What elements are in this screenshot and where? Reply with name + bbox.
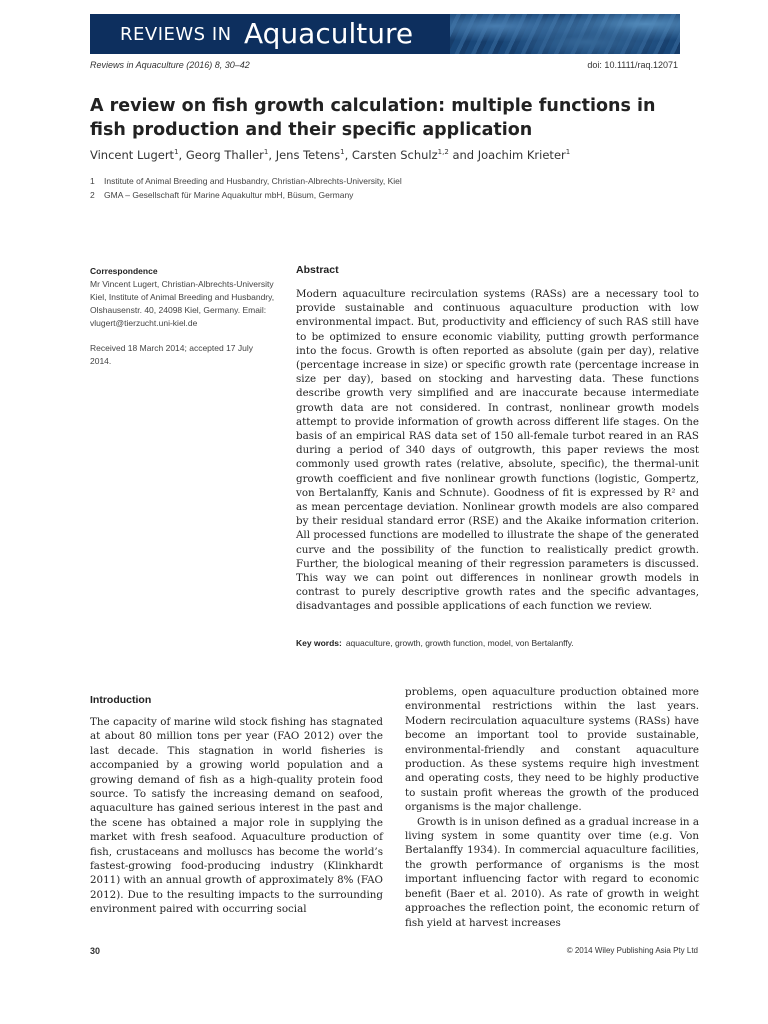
affiliation-number: 1 — [90, 176, 95, 186]
author-separator: , — [344, 148, 352, 162]
article-title: A review on fish growth calculation: multiple functions in fish production and their specific application — [90, 96, 656, 140]
keywords — [296, 638, 706, 648]
author-list — [90, 148, 690, 162]
journal-name: Aquaculture — [244, 17, 414, 50]
introduction-paragraph: problems, open aquaculture production obtained more environmental restrictions within the last years. Modern recirculation aquaculture systems (RASs) have become an important tool to provide sustainable, environmental-friendly and constant aquaculture production. As these systems require high investment and operating costs, they need to be highly productive to sustain profit whereas the growth of the produced organisms is the major challenge. — [405, 686, 699, 814]
affiliation-text: Institute of Animal Breeding and Husbandry, Christian-Albrechts-University, Kiel — [104, 176, 402, 186]
author-name: Vincent Lugert — [90, 148, 175, 162]
citation: Reviews in Aquaculture (2016) 8, 30–42 — [90, 60, 250, 70]
affiliation-text: GMA – Gesellschaft für Marine Aquakultur mbH, Büsum, Germany — [104, 190, 354, 200]
author-name: Georg Thaller — [185, 148, 264, 162]
affiliation-2 — [90, 190, 690, 200]
doi[interactable]: doi: 10.1111/raq.12071 — [587, 60, 678, 70]
received-dates: Received 18 March 2014; accepted 17 July 2014. — [90, 343, 254, 366]
abstract-heading: Abstract — [296, 264, 339, 276]
author-separator: , — [268, 148, 276, 162]
author-affiliation-mark: 1 — [340, 148, 345, 157]
affiliation-1 — [90, 176, 690, 186]
author-affiliation-mark: 1 — [565, 148, 571, 157]
author-separator: , — [178, 148, 186, 162]
introduction-heading: Introduction — [90, 694, 152, 706]
author-name: Joachim Krieter — [477, 148, 566, 162]
introduction-right-column — [405, 685, 699, 930]
banner-artwork — [450, 14, 680, 54]
author-name: Jens Tetens — [275, 148, 341, 162]
affiliation-number: 2 — [90, 190, 95, 200]
author-affiliation-mark: 1,2 — [437, 148, 449, 157]
journal-banner — [90, 14, 680, 54]
author-affiliation-mark: 1 — [263, 148, 269, 157]
correspondence-heading: Correspondence — [90, 266, 158, 276]
author-affiliation-mark: 1 — [174, 148, 179, 157]
author-name: Carsten Schulz — [351, 148, 438, 162]
author-separator: and — [448, 148, 478, 162]
introduction-left-column: The capacity of marine wild stock fishing has stagnated at about 80 million tons per year (FAO 2012) over the last decade. This stagnation in world fisheries is accompanied by a growing world population and a growing demand of fish as a high-quality protein food source. To satisfy the increasing demand on seafood, aquaculture has gained serious interest in the past and the scene has obtained a major role in supplying the market with fresh seafood. Aquaculture production of fish, crustaceans and molluscs has become the world’s fastest-growing food-producing industry (Klinkhardt 2011) with an annual growth of approximately 8% (FAO 2012). Due to the resulting impacts to the surrounding environment paired with occurring social — [90, 716, 383, 916]
keywords-label: Key words: — [296, 638, 342, 648]
journal-series: REVIEWS IN — [120, 24, 232, 45]
correspondence-block — [90, 265, 275, 368]
introduction-paragraph: Growth is in unison defined as a gradual increase in a living system in some quantity over time (e.g. Von Bertalanffy 1934). In commercial aquaculture facilities, the growth performance of organisms is the most important influencing factor with regard to economic benefit (Baer et al. 2010). As rate of growth in weight approaches the reflection point, the economic return of fish yield at harvest increases — [405, 815, 699, 929]
page-number: 30 — [90, 946, 101, 956]
abstract-text: Modern aquaculture recirculation systems (RASs) are a necessary tool to provide sustainable and continuous aquaculture production with low environmental impact. But, productivity and efficiency of such RAS still have to be optimized to ensure economic viability, putting growth performance into the focus. Growth is often reported as absolute (gain per day), relative (percentage increase in size) or specific growth rate (percentage increase in size per day), based on stocking and harvesting data. These functions describe growth very simplified and are inaccurate because intermediate growth data are not considered. In contrast, nonlinear growth models attempt to provide information of growth across different life stages. On the basis of an empirical RAS data set of 150 all-female turbot reared in an RAS during a period of 340 days of outgrowth, this paper reviews the most commonly used growth rates (relative, absolute, specific), the thermal-unit growth coefficient and five nonlinear growth functions (logistic, Gompertz, von Bertalanffy, Kanis and Schnute). Goodness of fit is expressed by R² and as mean percentage deviation. Nonlinear growth models are also compared by their residual standard error (RSE) and the Akaike information criterion. All processed functions are modelled to illustrate the shape of the generated curve and the possibility of the function to realistically predict growth. Further, the biological meaning of their regression parameters is discussed. This way we can point out differences in nonlinear growth models in contrast to purely descriptive growth rates and the specific advantages, disadvantages and possible applications of each function we review. — [296, 288, 699, 613]
copyright: © 2014 Wiley Publishing Asia Pty Ltd — [566, 946, 698, 955]
keywords-list: aquaculture, growth, growth function, model, von Bertalanffy. — [345, 638, 574, 648]
correspondence-text: Mr Vincent Lugert, Christian-Albrechts-University Kiel, Institute of Animal Breeding and Husbandry, Olshausenstr. 40, 24098 Kiel, Germany. Email: vlugert@tierzucht.uni-kiel.de — [90, 279, 275, 328]
